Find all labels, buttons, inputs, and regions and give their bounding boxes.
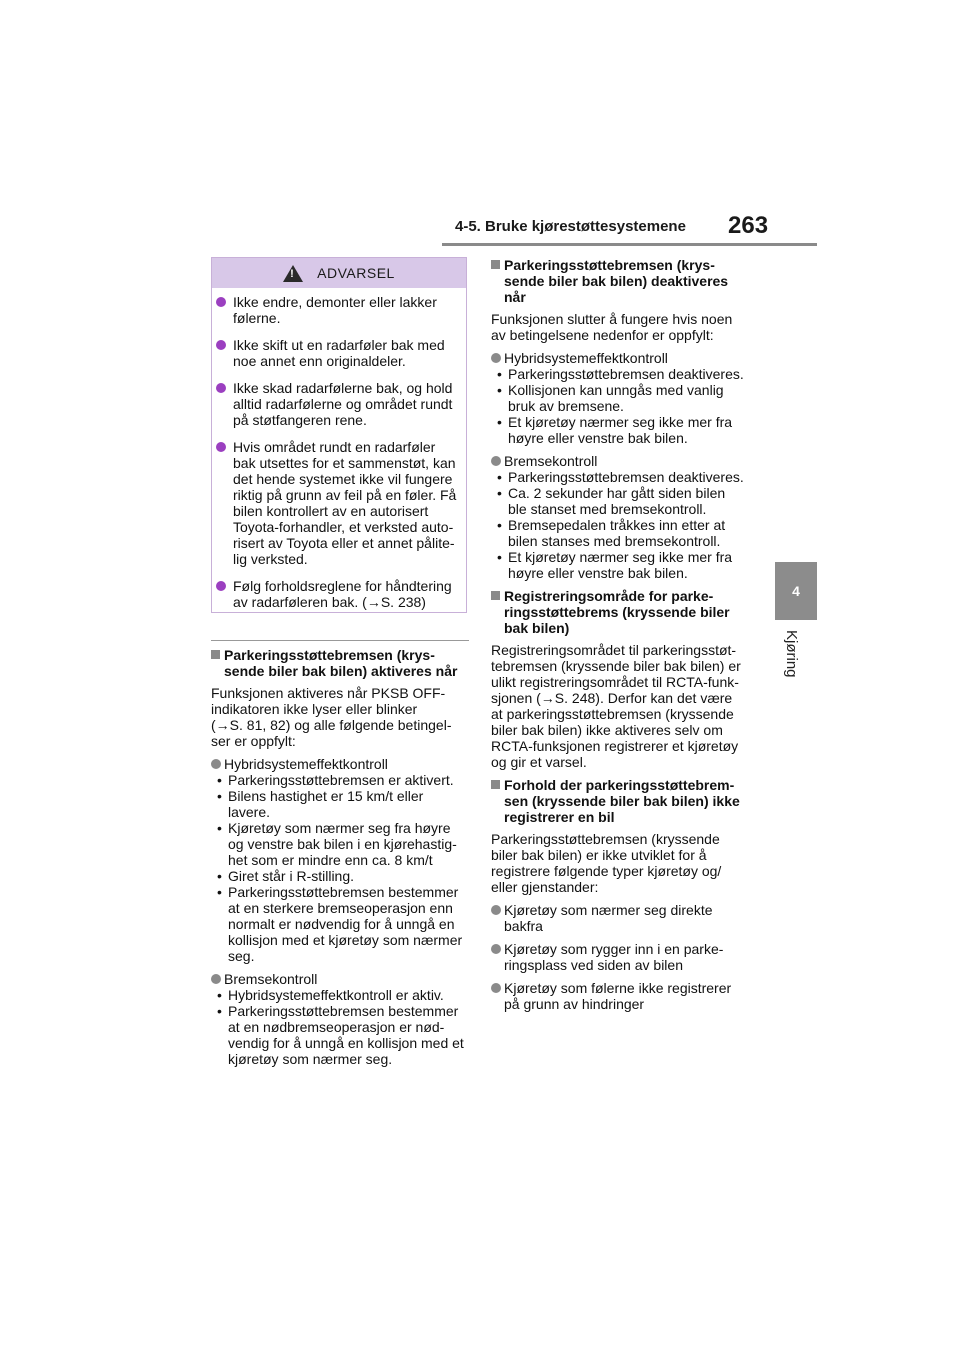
list-item bbox=[211, 884, 469, 964]
condition-list bbox=[211, 987, 469, 1067]
text-line: Parkeringsstøttebremsen er aktivert. bbox=[228, 772, 454, 788]
text-line: sende biler bak bilen) aktiveres når bbox=[224, 663, 458, 679]
text-line: av betingelsene nedenfor er oppfylt: bbox=[491, 327, 714, 343]
text-line: og venstre bak bilen i en kjørehastig- bbox=[228, 836, 457, 852]
text-line: Kjøretøy som nærmer seg fra høyre bbox=[228, 820, 451, 836]
text-line: Giret står i R-stilling. bbox=[228, 868, 355, 884]
text-line: Toyota-forhandler, et verksted auto- bbox=[233, 519, 454, 535]
list-item bbox=[216, 439, 460, 567]
text-line: Kjøretøy som følerne ikke registrerer bbox=[504, 980, 732, 996]
circle-bullet-icon bbox=[491, 944, 501, 954]
text-line: Kjøretøy som rygger inn i en parke- bbox=[504, 941, 724, 957]
list-item bbox=[491, 902, 757, 934]
text-line: Ikke skad radarfølerne bak, og hold bbox=[233, 380, 453, 396]
text-line: det hende systemet ikke vil fungere bbox=[233, 471, 453, 487]
text-line: Ca. 2 sekunder har gått siden bilen bbox=[508, 485, 726, 501]
section-heading bbox=[491, 777, 757, 825]
circle-bullet-icon bbox=[491, 905, 501, 915]
list-item bbox=[216, 294, 460, 326]
list-item bbox=[491, 941, 757, 973]
warning-box bbox=[211, 257, 467, 613]
bullet-icon: • bbox=[217, 772, 222, 788]
circle-bullet-icon bbox=[491, 353, 501, 363]
text-line: at en sterkere bremseoperasjon enn bbox=[228, 900, 453, 916]
condition-group bbox=[491, 350, 757, 366]
heading-text bbox=[504, 777, 757, 825]
text-line: Følg forholdsreglene for håndtering bbox=[233, 578, 452, 594]
text-line: høyre eller venstre bak bilen. bbox=[508, 430, 688, 446]
text-line: biler bak bilen) er ikke utviklet for å bbox=[491, 847, 707, 863]
section-title: 4-5. Bruke kjørestøttesystemene bbox=[455, 218, 686, 235]
square-bullet-icon bbox=[491, 260, 500, 269]
group-title: Hybridsystemeffektkontroll bbox=[504, 350, 668, 366]
text-line: at en nødbremseoperasjon er nød- bbox=[228, 1019, 445, 1035]
text-line: Parkeringsstøttebremsen (kryssende bbox=[491, 831, 720, 847]
text-line: ringsstøttebrems (kryssende biler bbox=[504, 604, 730, 620]
bullet-icon: • bbox=[217, 987, 222, 1003]
bullet-icon: • bbox=[217, 884, 222, 900]
circle-bullet-icon bbox=[491, 983, 501, 993]
text-line: bilen stanses med bremsekontroll. bbox=[508, 533, 721, 549]
text-line: Registreringsområde for parke- bbox=[504, 588, 714, 604]
heading-text bbox=[224, 647, 469, 679]
group-title: Hybridsystemeffektkontroll bbox=[224, 756, 388, 772]
text-line: høyre eller venstre bak bilen. bbox=[508, 565, 688, 581]
text-line: av radarføleren bak. (→S. 238) bbox=[233, 594, 426, 610]
list-item bbox=[211, 772, 469, 788]
condition-group bbox=[211, 971, 469, 987]
circle-bullet-icon bbox=[216, 383, 226, 393]
text-line: ser er oppfylt: bbox=[211, 733, 296, 749]
body-paragraph bbox=[491, 831, 757, 895]
chapter-tab bbox=[775, 562, 817, 620]
chapter-label: Kjøring bbox=[783, 630, 800, 678]
list-item bbox=[491, 549, 757, 581]
text-line: riktig på grunn av feil på en føler. Få bbox=[233, 487, 457, 503]
text-line: Et kjøretøy nærmer seg ikke mer fra bbox=[508, 549, 733, 565]
text-line: når bbox=[504, 289, 526, 305]
text-line: (→S. 81, 82) og alle følgende betingel- bbox=[211, 717, 452, 733]
body-paragraph bbox=[491, 642, 757, 770]
list-item bbox=[216, 337, 460, 369]
bullet-icon: • bbox=[217, 868, 222, 884]
text-line: Parkeringsstøttebremsen (krys- bbox=[504, 257, 715, 273]
text-line: Kollisjonen kan unngås med vanlig bbox=[508, 382, 724, 398]
bullet-icon: • bbox=[497, 366, 502, 382]
list-item bbox=[491, 517, 757, 549]
list-item bbox=[491, 980, 757, 1012]
bullet-icon: • bbox=[497, 549, 502, 565]
text-line: Ikke endre, demonter eller lakker bbox=[233, 294, 437, 310]
group-title: Bremsekontroll bbox=[224, 971, 318, 987]
condition-list bbox=[211, 772, 469, 964]
text-line: bruk av bremsene. bbox=[508, 398, 624, 414]
text-line: RCTA-funksjonen registrerer et kjøretøy bbox=[491, 738, 739, 754]
text-line: bilen kontrollert av en autorisert bbox=[233, 503, 429, 519]
intro-paragraph bbox=[211, 685, 469, 749]
circle-bullet-icon bbox=[211, 759, 221, 769]
text-line: på grunn av hindringer bbox=[504, 996, 645, 1012]
section-divider bbox=[211, 640, 469, 641]
left-column bbox=[211, 640, 469, 1067]
text-line: kjøretøy som nærmer seg. bbox=[228, 1051, 393, 1067]
text-line: ble stanset med bremsekontroll. bbox=[508, 501, 707, 517]
text-line: registrere følgende typer kjøretøy og/ bbox=[491, 863, 722, 879]
bullet-icon: • bbox=[497, 469, 502, 485]
text-line: eller gjenstander: bbox=[491, 879, 599, 895]
text-line: på støtfangeren rene. bbox=[233, 412, 367, 428]
square-bullet-icon bbox=[491, 780, 500, 789]
text-line: alltid radarfølerne og området rundt bbox=[233, 396, 453, 412]
list-item bbox=[491, 469, 757, 485]
text-line: Funksjonen aktiveres når PKSB OFF- bbox=[211, 685, 446, 701]
text-line: risert av Toyota eller et annet pålite- bbox=[233, 535, 455, 551]
text-line: Parkeringsstøttebremsen deaktiveres. bbox=[508, 366, 744, 382]
text-line: Parkeringsstøttebremsen bestemmer bbox=[228, 884, 459, 900]
condition-group bbox=[211, 756, 469, 772]
circle-bullet-icon bbox=[211, 974, 221, 984]
warning-icon bbox=[283, 265, 303, 282]
text-line: Bilens hastighet er 15 km/t eller bbox=[228, 788, 424, 804]
vehicle-list bbox=[491, 902, 757, 1019]
list-item bbox=[211, 868, 469, 884]
text-line: bak utsettes for et sammenstøt, kan bbox=[233, 455, 456, 471]
text-line: lavere. bbox=[228, 804, 271, 820]
right-column bbox=[491, 257, 757, 1019]
text-line: bak bilen) bbox=[504, 620, 570, 636]
list-item bbox=[216, 380, 460, 428]
text-line: sjonen (→S. 248). Derfor kan det være bbox=[491, 690, 733, 706]
heading-text bbox=[504, 257, 757, 305]
text-line: og gir et varsel. bbox=[491, 754, 587, 770]
bullet-icon: • bbox=[497, 382, 502, 398]
group-title: Bremsekontroll bbox=[504, 453, 598, 469]
warning-list bbox=[212, 288, 466, 621]
text-line: Kjøretøy som nærmer seg direkte bbox=[504, 902, 713, 918]
circle-bullet-icon bbox=[216, 442, 226, 452]
text-line: ulikt registreringsområdet til RCTA-funk- bbox=[491, 674, 739, 690]
list-item bbox=[211, 820, 469, 868]
text-line: sen (kryssende biler bak bilen) ikke bbox=[504, 793, 740, 809]
section-heading bbox=[491, 588, 757, 636]
text-line: ringsplass ved siden av bilen bbox=[504, 957, 683, 973]
circle-bullet-icon bbox=[216, 340, 226, 350]
text-line: tebremsen (kryssende biler bak bilen) er bbox=[491, 658, 741, 674]
text-line: Hybridsystemeffektkontroll er aktiv. bbox=[228, 987, 444, 1003]
text-line: Forhold der parkeringsstøttebrem- bbox=[504, 777, 735, 793]
text-line: noe annet enn originaldeler. bbox=[233, 353, 406, 369]
text-line: Et kjøretøy nærmer seg ikke mer fra bbox=[508, 414, 733, 430]
bullet-icon: • bbox=[497, 485, 502, 501]
bullet-icon: • bbox=[217, 820, 222, 836]
intro-paragraph bbox=[491, 311, 757, 343]
heading-text bbox=[504, 588, 757, 636]
text-line: seg. bbox=[228, 948, 255, 964]
text-line: Parkeringsstøttebremsen deaktiveres. bbox=[508, 469, 744, 485]
text-line: lig verksted. bbox=[233, 551, 308, 567]
condition-group bbox=[491, 453, 757, 469]
text-line: normalt er nødvendig for å unngå en bbox=[228, 916, 455, 932]
condition-list bbox=[491, 366, 757, 446]
square-bullet-icon bbox=[211, 650, 220, 659]
text-line: at parkeringsstøttebremsen (kryssende bbox=[491, 706, 734, 722]
list-item bbox=[216, 578, 460, 610]
section-heading bbox=[491, 257, 757, 305]
text-line: kollisjon med et kjøretøy som nærmer bbox=[228, 932, 463, 948]
list-item bbox=[491, 366, 757, 382]
text-line: indikatoren ikke lyser eller blinker bbox=[211, 701, 418, 717]
bullet-icon: • bbox=[217, 788, 222, 804]
circle-bullet-icon bbox=[216, 581, 226, 591]
circle-bullet-icon bbox=[491, 456, 501, 466]
square-bullet-icon bbox=[491, 591, 500, 600]
list-item bbox=[491, 414, 757, 446]
text-line: biler bak bilen) ikke aktiveres selv om bbox=[491, 722, 723, 738]
list-item bbox=[211, 987, 469, 1003]
warning-title: ADVARSEL bbox=[317, 265, 395, 281]
text-line: het som er mindre enn ca. 8 km/t bbox=[228, 852, 433, 868]
text-line: vendig for å unngå en kollisjon med et bbox=[228, 1035, 464, 1051]
list-item bbox=[491, 382, 757, 414]
text-line: Ikke skift ut en radarføler bak med bbox=[233, 337, 445, 353]
list-item bbox=[491, 485, 757, 517]
text-line: Funksjonen slutter å fungere hvis noen bbox=[491, 311, 733, 327]
circle-bullet-icon bbox=[216, 297, 226, 307]
text-line: Registreringsområdet til parkeringsstøt- bbox=[491, 642, 737, 658]
bullet-icon: • bbox=[497, 517, 502, 533]
text-line: Parkeringsstøttebremsen (krys- bbox=[224, 647, 435, 663]
text-line: Parkeringsstøttebremsen bestemmer bbox=[228, 1003, 459, 1019]
text-line: sende biler bak bilen) deaktiveres bbox=[504, 273, 729, 289]
text-line: bakfra bbox=[504, 918, 543, 934]
text-line: Bremsepedalen tråkkes inn etter at bbox=[508, 517, 726, 533]
list-item bbox=[211, 788, 469, 820]
warning-header bbox=[212, 258, 466, 288]
text-line: Hvis området rundt en radarføler bbox=[233, 439, 436, 455]
text-line: registrerer en bil bbox=[504, 809, 615, 825]
page-number: 263 bbox=[728, 212, 769, 239]
condition-list bbox=[491, 469, 757, 581]
list-item bbox=[211, 1003, 469, 1067]
bullet-icon: • bbox=[497, 414, 502, 430]
bullet-icon: • bbox=[217, 1003, 222, 1019]
text-line: følerne. bbox=[233, 310, 281, 326]
header-rule bbox=[442, 243, 817, 246]
section-heading bbox=[211, 647, 469, 679]
chapter-number: 4 bbox=[792, 583, 800, 599]
